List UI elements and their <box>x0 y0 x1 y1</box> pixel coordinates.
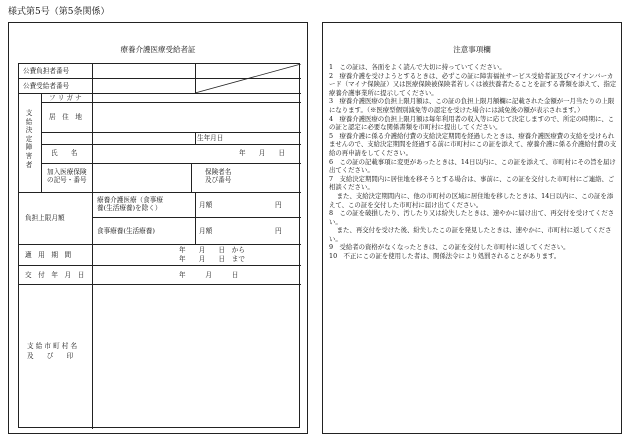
address-label: 居 住 地 <box>49 113 82 121</box>
note-item: 6 この証の記載事項に変更があったときは、14日以内に、この証を添えて、市町村にその旨を届け出てください。 <box>329 157 616 175</box>
meal-care-monthly-label: 月額 <box>199 227 213 235</box>
municipality-label-line1: 支 給 市 町 村 名 <box>27 342 78 350</box>
furigana-label: フ リ ガ ナ <box>49 94 82 102</box>
insurance-label-line2: の記号・番号 <box>47 176 87 184</box>
notes-list <box>329 63 619 261</box>
note-item: 2 療養介護を受けようとするときは、必ずこの証に障害福祉サービス受給者証及びマイナンバーカード（マイナ保険証）又は医療保険被保険者若しくは被扶養者たることを証する書類を添えて、指定療養介護事業所に提示してください。 <box>329 71 617 97</box>
insurer-label-line1: 保険者名 <box>205 168 232 176</box>
medical-care-label-line2: 養(生活療養)を除く） <box>97 204 162 212</box>
insurance-label-line1: 加入医療保険 <box>47 168 87 176</box>
note-item: 10 不正にこの証を使用した者は、関係法令により処罰されることがあります。 <box>329 252 561 261</box>
note-item: 1 この証は、各面をよく読んで大切に持っていてください。 <box>329 63 506 71</box>
note-item: また、再交付を受けた後、紛失したこの証を発見したときは、速やかに、市町村に返してください。 <box>329 226 612 243</box>
validity-to-field: 年 月 日 まで <box>179 255 245 263</box>
issue-date-field: 年 月 日 <box>179 271 239 279</box>
meal-care-yen-label: 円 <box>275 227 282 235</box>
note-item: 9 受給者の資格がなくなったときは、この証を交付した市町村に返してください。 <box>329 243 570 252</box>
recipient-number-label: 公費受給者番号 <box>23 82 70 90</box>
note-item: 5 療養介護に係る介護給付費の支給決定期間を経過したときは、療養介護医療費の支給を受けられませんので、支給決定期間を経過する前に市町村にこの証を添えて、療養介護に係る介護給付費の支給の再申請をしてください。 <box>329 131 617 157</box>
validity-from-field: 年 月 日 から <box>179 246 245 254</box>
dob-label: 生年月日 <box>197 134 224 142</box>
medical-care-label-line1: 療養介護医療（食事療 <box>97 196 163 204</box>
meal-care-label: 食事療養(生活療養) <box>97 227 155 235</box>
notes-panel <box>322 22 622 434</box>
dob-date-field: 年 月 日 <box>239 149 286 157</box>
note-item: 7 支給決定期間内に居住地を移そうとする場合は、事前に、この証を交付した市町村にご連絡、ご相談ください。 <box>329 174 615 192</box>
issue-date-label: 交 付 年 月 日 <box>25 271 85 279</box>
note-item: また、支給決定期間内に、他の市町村の区域に居住地を移したときは、14日以内に、この証を添えて、この証を交付した市町村に届け出てください。 <box>329 191 614 209</box>
provider-number-label: 公費負担者番号 <box>23 67 70 75</box>
medical-care-monthly-label: 月額 <box>199 201 213 209</box>
municipality-label-line2: 及 び 印 <box>27 352 74 360</box>
burden-limit-label: 負担上限月額 <box>25 214 65 222</box>
insurer-label-line2: 及び番号 <box>205 176 232 184</box>
note-item: 4 療養介護医療の負担上限月額は毎年利用者の収入等に応じて決定しますので、所定の時期に、この証と認定に必要な関係書類を市町村に提出してください。 <box>329 114 615 132</box>
note-item: 3 療養介護医療の負担上限月額は、この証の負担上限月額欄に記載された金額が一月当たりの上限になります。（※医療型個別減免等の認定を受けた場合には減免後の額が表示されます。） <box>329 97 615 114</box>
beneficiary-section-label: 支給決定障害者 <box>25 109 33 169</box>
validity-label: 適 用 期 間 <box>25 251 72 259</box>
form-number: 様式第5号（第5条関係） <box>8 7 110 17</box>
note-item: 8 この証を破損したり、汚したり又は紛失したときは、速やかに届け出て、再交付を受けてください。 <box>329 209 615 226</box>
certificate-table <box>18 63 300 428</box>
certificate-title: 療養介護医療受給者証 <box>120 45 196 54</box>
notes-title: 注意事項欄 <box>453 45 491 54</box>
name-label: 氏 名 <box>51 149 78 157</box>
certificate-panel <box>8 22 308 434</box>
medical-care-yen-label: 円 <box>275 201 282 209</box>
